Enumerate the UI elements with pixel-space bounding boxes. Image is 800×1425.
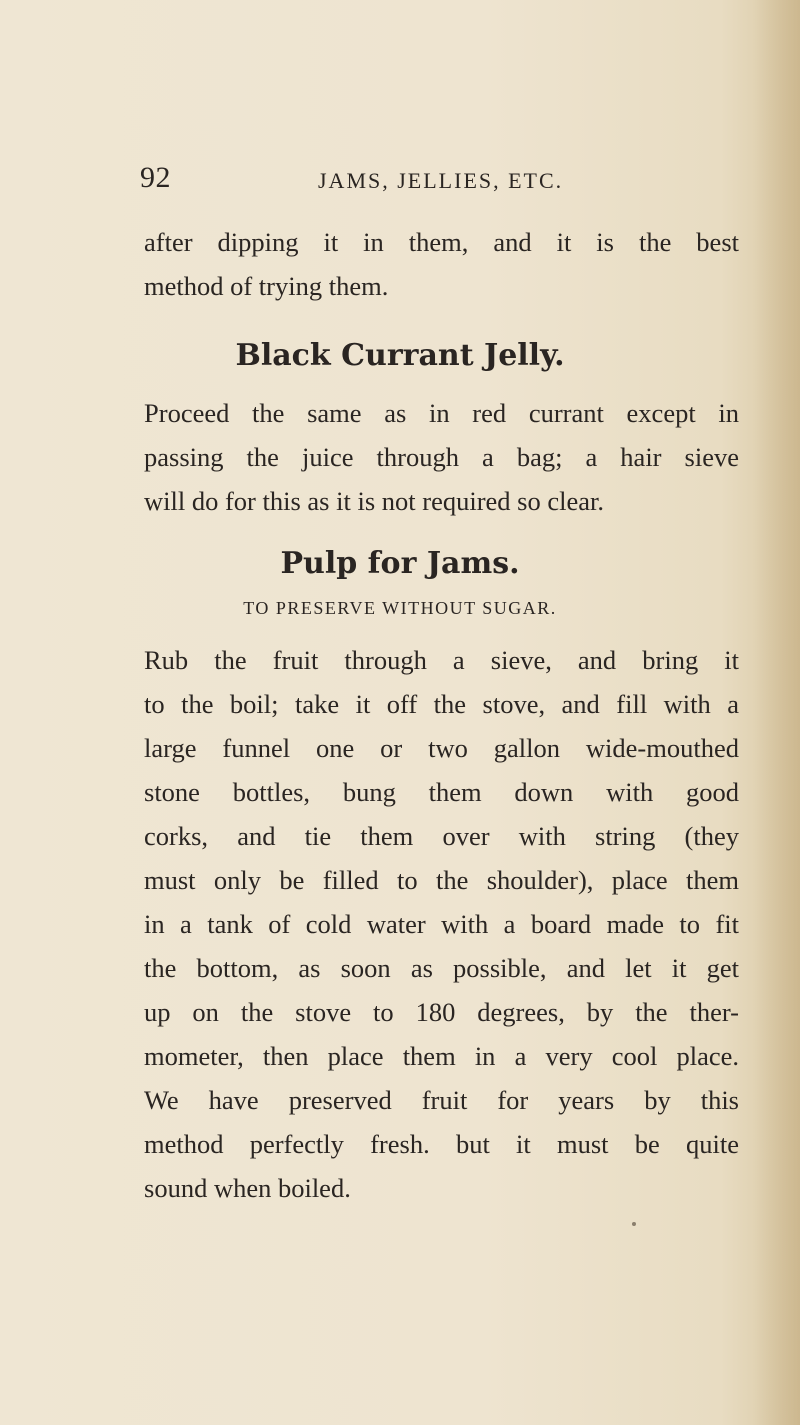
paragraph-line: after dipping it in them, and it is the best [144, 227, 739, 257]
paragraph-line: method of trying them. [144, 271, 389, 301]
black-currant-paragraph [144, 391, 739, 523]
opening-paragraph [144, 220, 739, 308]
paragraph-line: Rub the fruit through a sieve, and bring it [144, 645, 739, 675]
paragraph-line: up on the stove to 180 degrees, by the ther- [144, 997, 739, 1027]
section-subheading: TO PRESERVE WITHOUT SUGAR. [243, 598, 557, 618]
paragraph-line: We have preserved fruit for years by this [144, 1085, 739, 1115]
paragraph-line: Proceed the same as in red currant except in [144, 398, 739, 428]
page-edge-shadow [754, 0, 800, 1425]
paragraph-line: must only be filled to the shoulder), place them [144, 865, 739, 895]
section-heading-pulp-for-jams: Pulp for Jams. [280, 546, 520, 581]
pulp-for-jams-paragraph [144, 638, 739, 1210]
paragraph-line: sound when boiled. [144, 1173, 351, 1203]
running-head-title: JAMS, JELLIES, ETC. [318, 168, 564, 193]
page-number: 92 [140, 161, 171, 194]
paragraph-line: corks, and tie them over with string (they [144, 821, 739, 851]
paragraph-line: in a tank of cold water with a board made to fit [144, 909, 739, 939]
paragraph-line: mometer, then place them in a very cool place. [144, 1041, 739, 1071]
paper-speck [632, 1222, 636, 1226]
paragraph-line: will do for this as it is not required so clear. [144, 486, 604, 516]
running-head [0, 160, 800, 200]
paragraph-line: passing the juice through a bag; a hair sieve [144, 442, 739, 472]
paragraph-line: stone bottles, bung them down with good [144, 777, 739, 807]
paragraph-line: large funnel one or two gallon wide-mouthed [144, 733, 739, 763]
paragraph-line: the bottom, as soon as possible, and let it get [144, 953, 739, 983]
section-heading-black-currant-jelly: Black Currant Jelly. [235, 338, 565, 373]
paragraph-line: to the boil; take it off the stove, and fill with a [144, 689, 739, 719]
paragraph-line: method perfectly fresh. but it must be quite [144, 1129, 739, 1159]
